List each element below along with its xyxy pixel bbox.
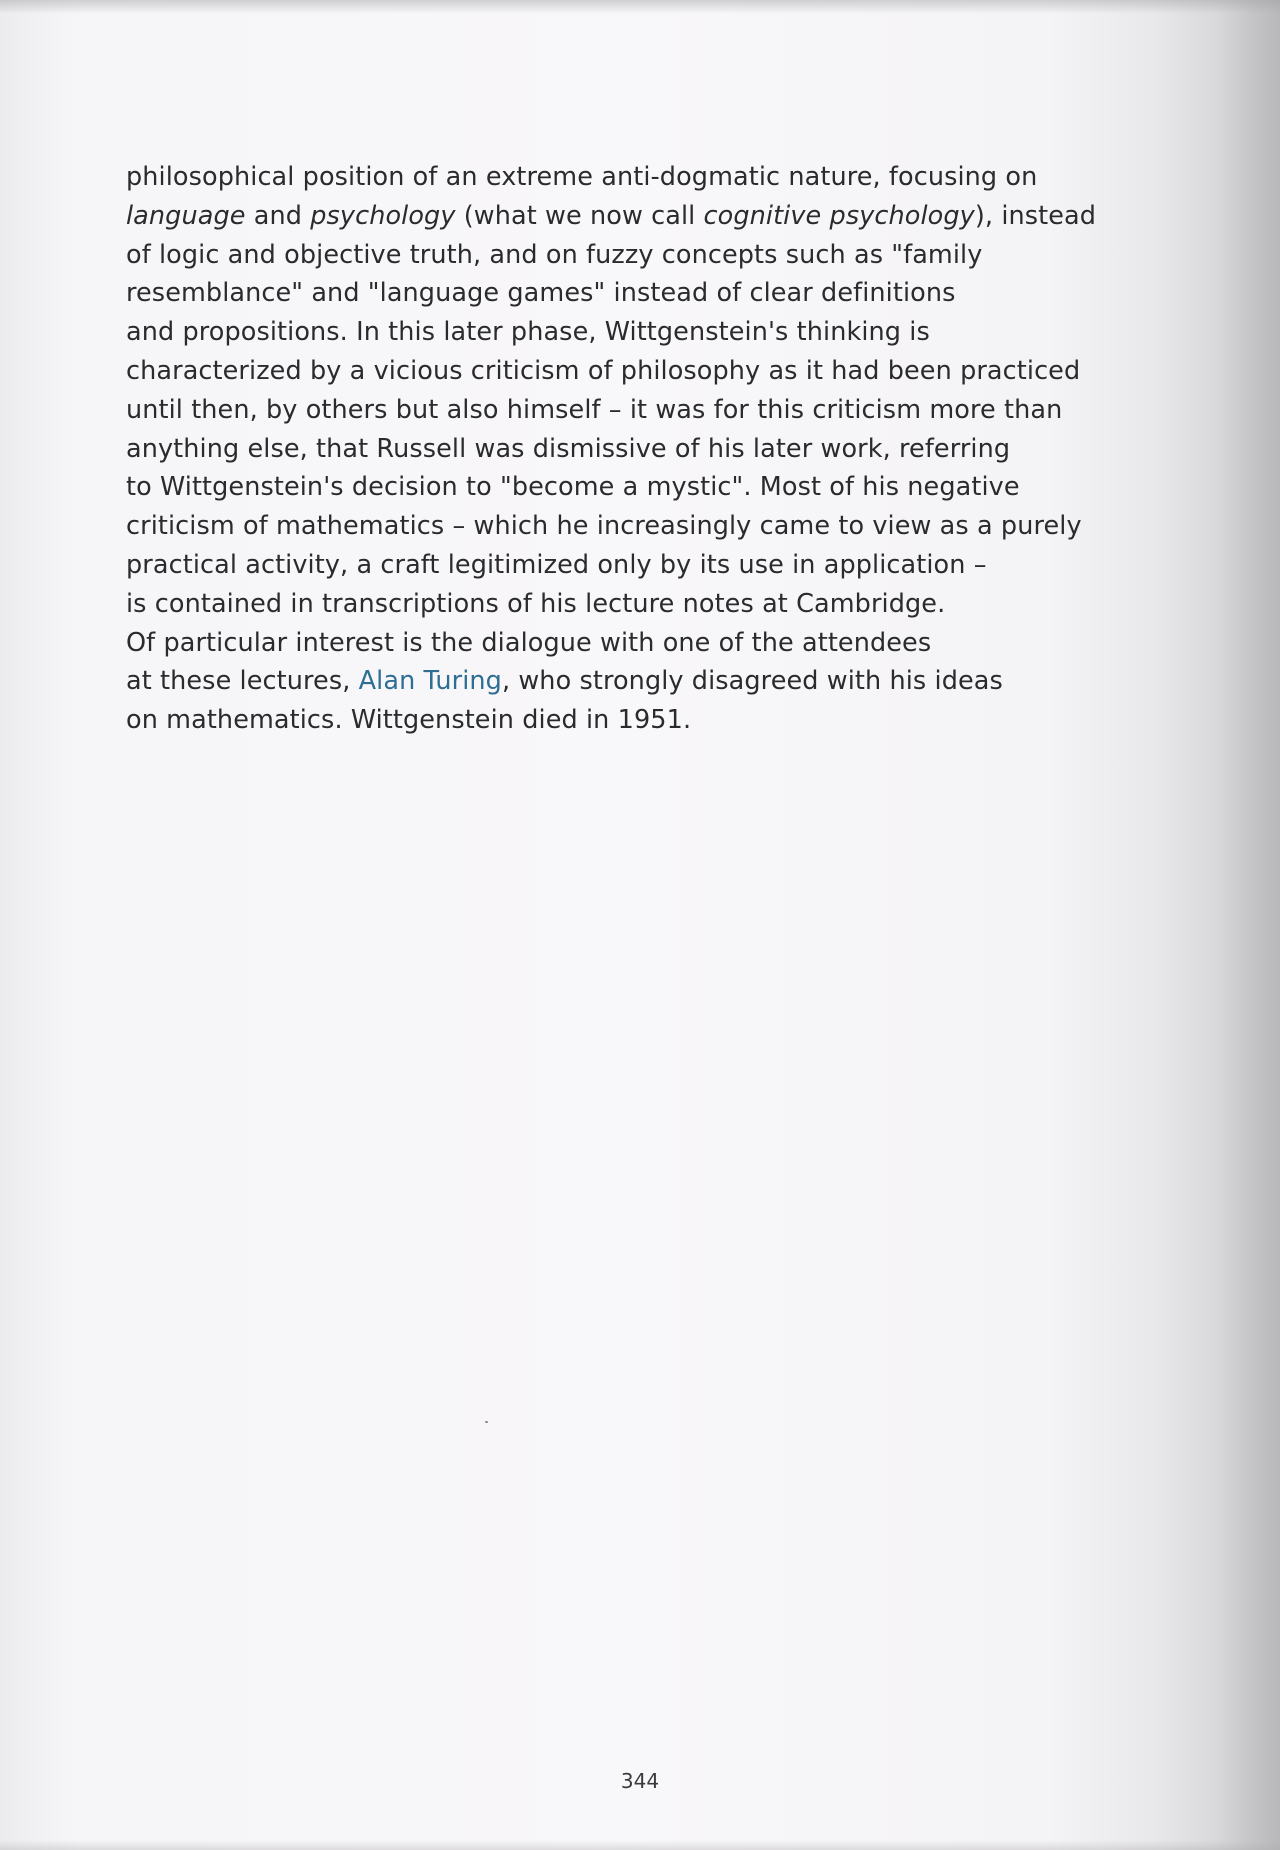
text-line-5: and propositions. In this later phase, Wittgenstein's thinking is (126, 317, 930, 348)
text-line-6: characterized by a vicious criticism of philosophy as it had been practiced (126, 355, 1081, 386)
text-line-10: criticism of mathematics – which he increasingly came to view as a purely (126, 511, 1082, 542)
text-fragment: (what we now call (455, 200, 704, 231)
text-line-3: of logic and objective truth, and on fuzzy concepts such as "family (126, 239, 983, 270)
text-line-11: practical activity, a craft legitimized only by its use in application – (126, 549, 987, 580)
page-number: 344 (620, 1769, 660, 1793)
emphasis-cognitive-psychology: cognitive psychology (703, 200, 975, 231)
text-fragment: and (245, 200, 311, 231)
emphasis-language: language (126, 200, 246, 231)
text-line-14 (126, 662, 1136, 701)
text-line-13: Of particular interest is the dialogue with one of the attendees (126, 627, 932, 658)
paper-speck (485, 1421, 488, 1423)
text-line-8: anything else, that Russell was dismissive of his later work, referring (126, 433, 1011, 464)
text-line-15: on mathematics. Wittgenstein died in 1951. (126, 705, 692, 736)
text-line-12: is contained in transcriptions of his lecture notes at Cambridge. (126, 588, 946, 619)
text-line-9: to Wittgenstein's decision to "become a mystic". Most of his negative (126, 472, 1020, 503)
body-paragraph (126, 158, 1136, 740)
text-fragment: ), instead (974, 200, 1097, 231)
emphasis-psychology: psychology (310, 200, 456, 231)
text-line-1: philosophical position of an extreme anti-dogmatic nature, focusing on (126, 162, 1038, 192)
text-fragment: at these lectures, (126, 666, 359, 697)
text-line-4: resemblance" and "language games" instead of clear definitions (126, 278, 956, 309)
text-fragment: , who strongly disagreed with his ideas (501, 666, 1003, 697)
text-line-7: until then, by others but also himself – it was for this criticism more than (126, 394, 1063, 425)
alan-turing-link[interactable]: Alan Turing (358, 666, 502, 697)
text-line-2 (126, 197, 1136, 236)
